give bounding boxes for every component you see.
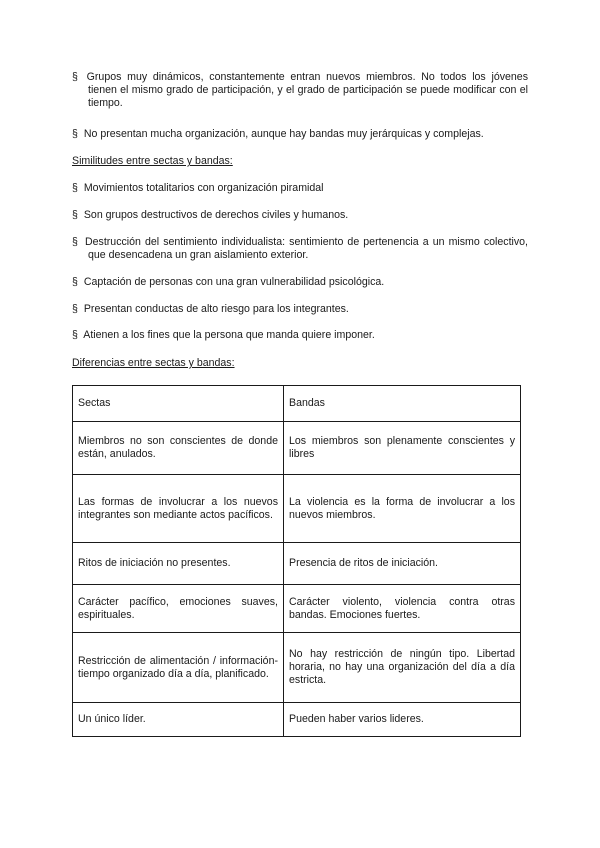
table-header-sectas: Sectas [73,386,284,422]
intro-bullet-2: § No presentan mucha organización, aunque hay bandas muy jerárquicas y complejas. [72,128,484,140]
table-cell: Pueden haber varios lideres. [284,703,521,737]
similarity-item: § Atienen a los fines que la persona que manda quiere imponer. [72,329,375,341]
section-bullet: § [72,276,78,288]
intro-bullet-1: § Grupos muy dinámicos, constantemente entran nuevos miembros. No todos los jóvenes tienen el mismo grado de participación, y el grado de participación se puede modificar con el tiempo. [72,71,528,109]
similarities-heading: Similitudes entre sectas y bandas: [72,155,233,167]
similarity-item: § Captación de personas con una gran vulnerabilidad psicológica. [72,276,385,288]
section-bullet: § [72,128,78,140]
differences-table [72,385,521,737]
similarity-item: § Presentan conductas de alto riesgo para los integrantes. [72,303,349,315]
table-cell: Los miembros son plenamente conscientes y libres [284,422,521,475]
section-bullet: § [72,182,78,194]
table-row [73,543,521,585]
section-bullet: § [72,329,78,341]
similarity-item: § Movimientos totalitarios con organización piramidal [72,182,324,194]
section-bullet: § [72,236,78,248]
table-header-row [73,386,521,422]
section-bullet: § [72,303,78,315]
table-cell: Restricción de alimentación / información- tiempo organizado día a día, planificado. [73,633,284,703]
table-cell: Un único líder. [73,703,284,737]
section-bullet: § [72,71,78,83]
table-cell: Presencia de ritos de iniciación. [284,543,521,585]
table-cell: Carácter pacífico, emociones suaves, espirituales. [73,585,284,633]
differences-heading: Diferencias entre sectas y bandas: [72,357,235,369]
table-header-bandas: Bandas [284,386,521,422]
table-cell: Las formas de involucrar a los nuevos integrantes son mediante actos pacíficos. [73,475,284,543]
table-row [73,633,521,703]
table-cell: Ritos de iniciación no presentes. [73,543,284,585]
table-cell: No hay restricción de ningún tipo. Libertad horaria, no hay una organización del día a día estricta. [284,633,521,703]
table-row [73,422,521,475]
table-row [73,703,521,737]
table-cell: Carácter violento, violencia contra otras bandas. Emociones fuertes. [284,585,521,633]
table-row [73,585,521,633]
similarity-item: § Destrucción del sentimiento individualista: sentimiento de pertenencia a un mismo colectivo, que desencadena un gran aislamiento exterior. [72,236,529,261]
table-cell: Miembros no son conscientes de donde están, anulados. [73,422,284,475]
table-row [73,475,521,543]
section-bullet: § [72,209,78,221]
table-cell: La violencia es la forma de involucrar a los nuevos miembros. [284,475,521,543]
similarity-item: § Son grupos destructivos de derechos civiles y humanos. [72,209,349,221]
